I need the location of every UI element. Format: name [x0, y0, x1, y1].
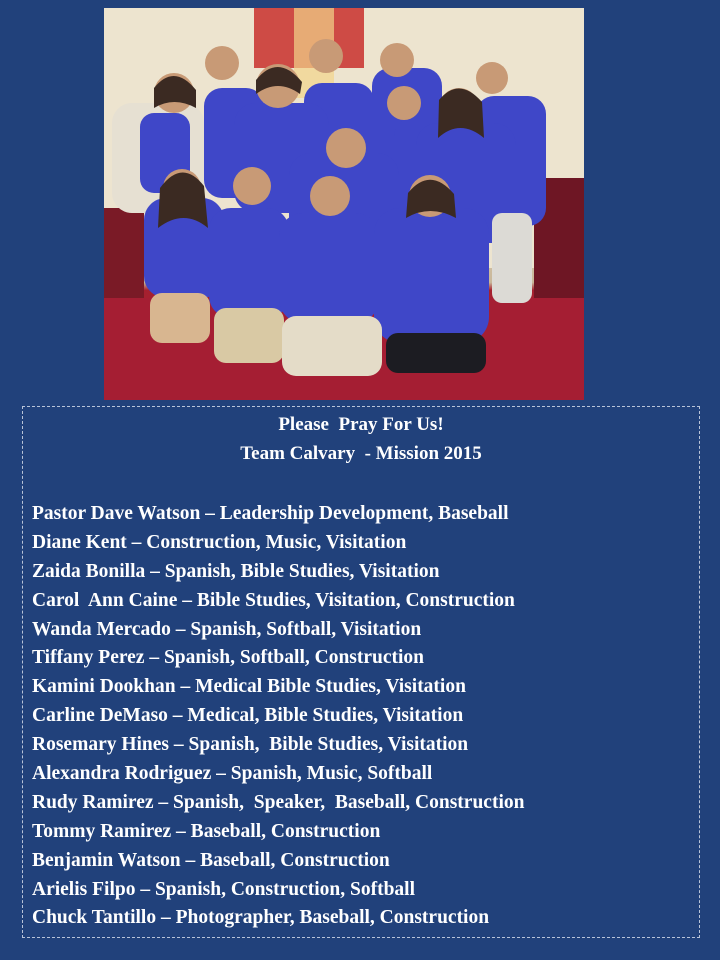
panel-title: Please Pray For Us! [278, 414, 444, 435]
list-item: Chuck Tantillo – Photographer, Baseball, Construction [32, 907, 490, 929]
list-item: Pastor Dave Watson – Leadership Development, Baseball [32, 503, 509, 524]
team-photo [104, 8, 584, 400]
list-item: Arielis Filpo – Spanish, Construction, Softball [32, 878, 416, 900]
list-item: Carline DeMaso – Medical, Bible Studies, Visitation [32, 705, 464, 727]
team-member-list [32, 500, 524, 933]
panel-subtitle: Team Calvary - Mission 2015 [240, 443, 482, 464]
prayer-team-panel [22, 406, 700, 938]
list-item: Kamini Dookhan – Medical Bible Studies, Visitation [32, 676, 466, 698]
list-item: Benjamin Watson – Baseball, Construction [32, 849, 390, 871]
list-item: Rosemary Hines – Spanish, Bible Studies, Visitation [32, 734, 469, 756]
list-item: Rudy Ramirez – Spanish, Speaker, Baseball, Construction [32, 791, 525, 813]
list-item: Alexandra Rodriguez – Spanish, Music, Softball [32, 763, 433, 785]
list-item: Tiffany Perez – Spanish, Softball, Construction [32, 647, 425, 669]
list-item: Tommy Ramirez – Baseball, Construction [32, 820, 381, 842]
list-item: Wanda Mercado – Spanish, Softball, Visitation [32, 618, 422, 640]
team-photo-illustration [104, 8, 584, 400]
list-item: Diane Kent – Construction, Music, Visitation [32, 531, 407, 553]
list-item: Zaida Bonilla – Spanish, Bible Studies, Visitation [32, 560, 440, 582]
list-item: Carol Ann Caine – Bible Studies, Visitation, Construction [32, 589, 515, 611]
